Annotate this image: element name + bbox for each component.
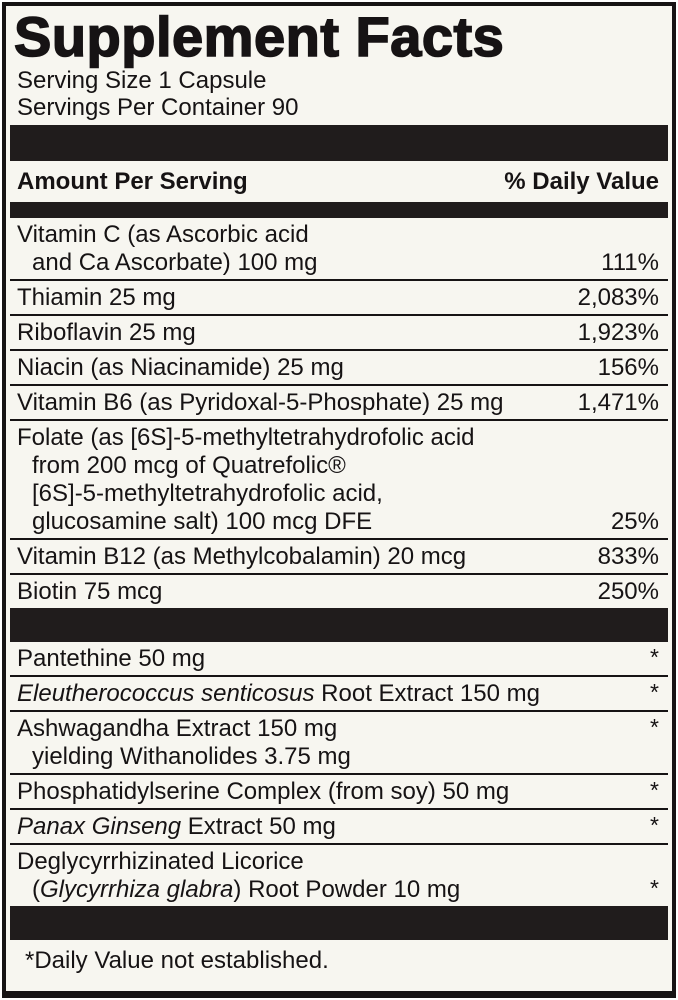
table-row: [10, 845, 668, 906]
daily-value-percent: 2,083%: [577, 284, 659, 312]
ingredient-name: Niacin (as Niacinamide) 25 mg: [17, 354, 344, 382]
ingredient-line: [17, 221, 659, 249]
ingredient-name: Vitamin B6 (as Pyridoxal-5-Phosphate) 25 mg: [17, 389, 504, 417]
divider-bar-middle: [10, 608, 668, 642]
ingredient-line: [17, 543, 659, 571]
ingredient-line: [17, 778, 659, 806]
ingredient-name: from 200 mcg of Quatrefolic®: [32, 452, 346, 480]
no-daily-value-asterisk: *: [650, 679, 659, 706]
daily-value-percent: 25%: [610, 508, 659, 536]
panel-title: Supplement Facts: [14, 5, 505, 68]
ingredient-name: Ashwagandha Extract 150 mg: [17, 715, 338, 743]
divider-bar-bottom: [10, 906, 668, 940]
no-daily-value-asterisk: *: [650, 644, 659, 671]
ingredient-line: [17, 354, 659, 382]
ingredient-line: [17, 848, 659, 876]
column-headers: [10, 161, 668, 202]
ingredient-line: [17, 743, 659, 771]
ingredient-line: [17, 645, 659, 673]
no-daily-value-asterisk: *: [650, 714, 659, 741]
daily-value-percent: 1,923%: [577, 319, 659, 347]
ingredient-line: [17, 813, 659, 841]
table-row: [10, 677, 668, 712]
ingredient-line: [17, 578, 659, 606]
daily-value-header: % Daily Value: [504, 168, 659, 196]
ingredient-name: Vitamin C (as Ascorbic acid: [17, 221, 309, 249]
ingredient-line: [17, 508, 659, 536]
ingredient-name: glucosamine salt) 100 mcg DFE: [32, 508, 373, 536]
no-daily-value-asterisk: *: [650, 812, 659, 839]
vitamins-section: [10, 218, 668, 608]
table-row: [10, 775, 668, 810]
table-row: [10, 386, 668, 421]
ingredient-line: [17, 389, 659, 417]
divider-bar-top: [10, 125, 668, 161]
table-row: [10, 712, 668, 775]
ingredient-name: Thiamin 25 mg: [17, 284, 176, 312]
table-row: [10, 351, 668, 386]
table-row: [10, 281, 668, 316]
ingredient-line: [17, 424, 659, 452]
ingredient-line: [17, 284, 659, 312]
daily-value-percent: 1,471%: [577, 389, 659, 417]
ingredient-line: [17, 452, 659, 480]
table-row: [10, 642, 668, 677]
table-row: [10, 218, 668, 281]
ingredient-name: [6S]-5-methyltetrahydrofolic acid,: [32, 480, 383, 508]
daily-value-percent: 833%: [597, 543, 659, 571]
ingredient-name: Riboflavin 25 mg: [17, 319, 196, 347]
table-row: [10, 575, 668, 608]
ingredient-line: [17, 249, 659, 277]
ingredient-line: [17, 319, 659, 347]
ingredient-name: Panax Ginseng Extract 50 mg: [17, 813, 336, 841]
ingredient-line: [17, 876, 659, 904]
serving-size: Serving Size 1 Capsule: [17, 67, 267, 95]
table-row: [10, 540, 668, 575]
no-daily-value-asterisk: *: [650, 875, 659, 902]
daily-value-percent: 250%: [597, 578, 659, 606]
ingredient-name: Folate (as [6S]-5-methyltetrahydrofolic acid: [17, 424, 475, 452]
table-row: [10, 421, 668, 540]
ingredient-name: Deglycyrrhizinated Licorice: [17, 848, 304, 876]
ingredient-line: [17, 715, 659, 743]
ingredient-name: and Ca Ascorbate) 100 mg: [32, 249, 318, 277]
other-ingredients-section: [10, 642, 668, 906]
ingredient-line: [17, 680, 659, 708]
ingredient-name: Pantethine 50 mg: [17, 645, 206, 673]
ingredient-name: (Glycyrrhiza glabra) Root Powder 10 mg: [32, 876, 461, 904]
ingredient-name: Eleutherococcus senticosus Root Extract 150 mg: [17, 680, 540, 708]
supplement-facts-panel: [2, 2, 676, 998]
no-daily-value-asterisk: *: [650, 777, 659, 804]
ingredient-line: [17, 480, 659, 508]
daily-value-percent: 111%: [601, 249, 659, 277]
servings-per-container: Servings Per Container 90: [17, 94, 299, 122]
ingredient-name: Vitamin B12 (as Methylcobalamin) 20 mcg: [17, 543, 467, 571]
table-row: [10, 810, 668, 845]
daily-value-percent: 156%: [597, 354, 659, 382]
ingredient-name: Phosphatidylserine Complex (from soy) 50 mg: [17, 778, 510, 806]
divider-bar-header: [10, 202, 668, 218]
ingredient-name: yielding Withanolides 3.75 mg: [32, 743, 351, 771]
amount-per-serving-header: Amount Per Serving: [17, 168, 248, 196]
table-row: [10, 316, 668, 351]
daily-value-footnote: *Daily Value not established.: [25, 947, 329, 975]
ingredient-name: Biotin 75 mcg: [17, 578, 163, 606]
